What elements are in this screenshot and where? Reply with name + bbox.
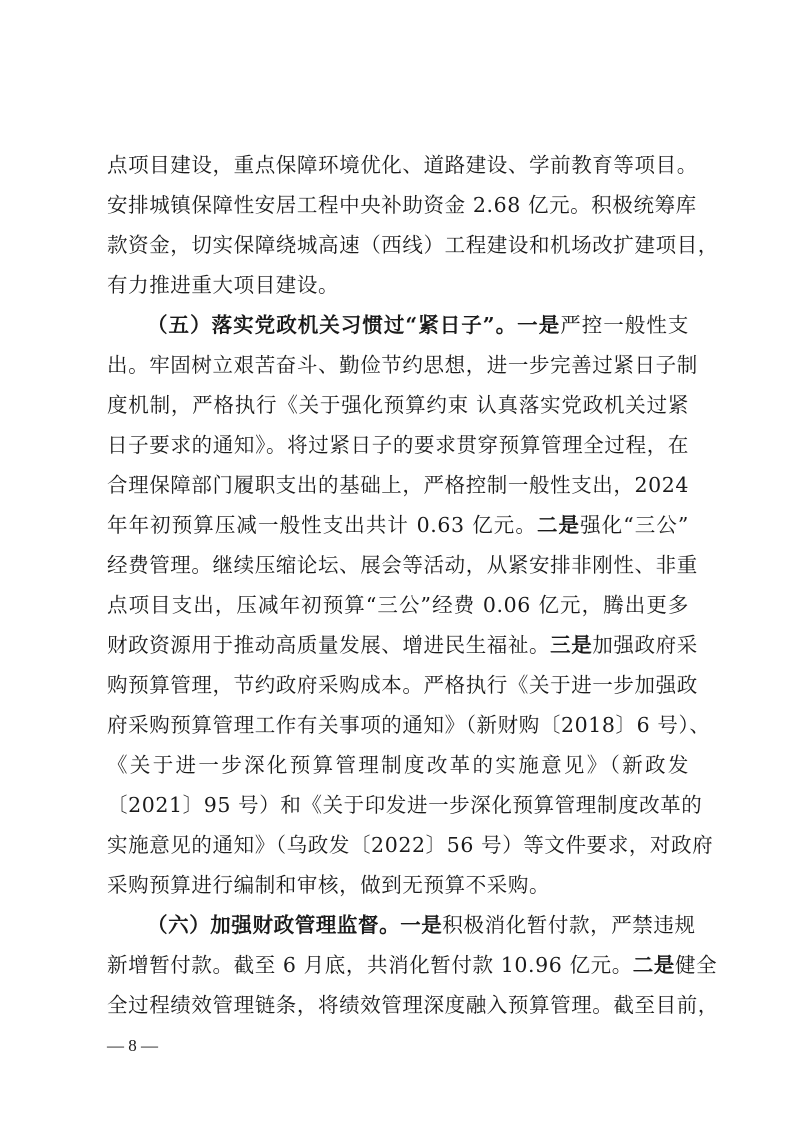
body-line: 安排城镇保障性安居工程中央补助资金 2.68 亿元。积极统筹库 [107,193,697,217]
body-line: 日子要求的通知》。将过紧日子的要求贯穿预算管理全过程，在 [107,433,689,457]
body-line: 有力推进重大项目建设。 [107,273,340,297]
body-text: 新增暂付款。截至 6 月底，共消化暂付款 10.96 亿元。 [107,953,633,977]
body-text: 财政资源用于推动高质量发展、增进民生福祉。 [107,633,551,657]
page-number: — 8 — [107,1036,158,1055]
body-line: 点项目支出，压减年初预算“三公”经费 0.06 亿元，腾出更多 [107,593,689,617]
body-line: 《关于进一步深化预算管理制度改革的实施意见》（新政发 [107,753,689,777]
point-marker: 三是 [550,633,593,657]
body-line [107,945,718,985]
body-line: 采购预算进行编制和审核，做到无预算不采购。 [107,873,551,897]
body-line: 度机制，严格执行《关于强化预算约束 认真落实党政机关过紧 [107,393,689,417]
body-line: 全过程绩效管理链条，将绩效管理深度融入预算管理。截至目前， [107,993,719,1017]
body-text: 加强政府采 [592,633,698,657]
point-marker: 一是 [400,913,443,937]
body-line [107,505,689,545]
body-text: 积极消化暂付款，严禁违规 [442,913,696,937]
point-marker: 二是 [632,953,675,977]
body-line: 款资金，切实保障绕城高速（西线）工程建设和机场改扩建项目， [107,233,719,257]
section-heading: （六）加强财政管理监督。 [147,913,401,937]
body-text: 强化“三公” [580,513,690,537]
point-marker: 二是 [536,513,581,537]
body-text: 年年初预算压减一般性支出共计 0.63 亿元。 [107,513,537,537]
point-marker: 一是 [517,313,561,337]
body-line [107,625,698,665]
body-text: 严控一般性支 [560,313,689,337]
body-line: 出。牢固树立艰苦奋斗、勤俭节约思想，进一步完善过紧日子制 [107,353,698,377]
section-heading-line [147,305,689,345]
body-text: 健全 [675,953,718,977]
body-line: 府采购预算管理工作有关事项的通知》（新财购〔2018〕6 号）、 [107,713,711,737]
section-heading: （五）落实党政机关习惯过“紧日子”。 [147,313,518,337]
body-line: 〔2021〕95 号）和《关于印发进一步深化预算管理制度改革的 [107,793,703,817]
section-heading-line [147,905,696,945]
body-line: 经费管理。继续压缩论坛、展会等活动，从紧安排非刚性、非重 [107,553,698,577]
body-line: 点项目建设，重点保障环境优化、道路建设、学前教育等项目。 [107,153,698,177]
body-line: 合理保障部门履职支出的基础上，严格控制一般性支出，2024 [107,473,690,497]
body-line: 实施意见的通知》（乌政发〔2022〕56 号）等文件要求，对政府 [107,833,714,857]
body-line: 购预算管理，节约政府采购成本。严格执行《关于进一步加强政 [107,673,698,697]
